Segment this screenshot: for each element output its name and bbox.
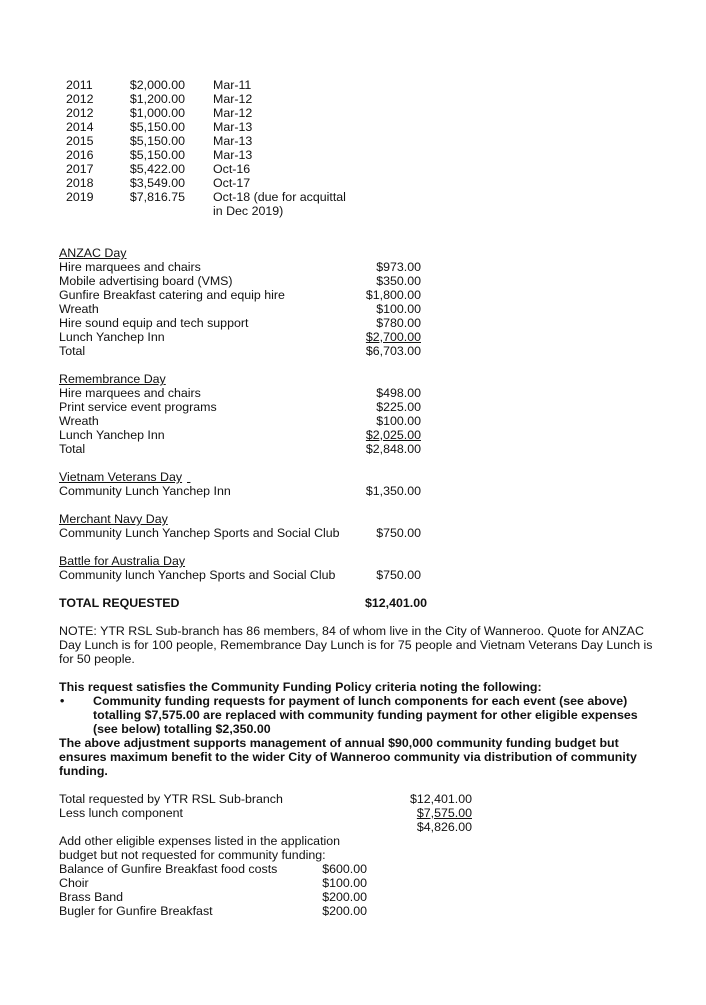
total-requested-label: TOTAL REQUESTED — [59, 596, 180, 610]
section-total-amount: $2,848.00 — [365, 442, 421, 456]
line-item-amount: $225.00 — [376, 400, 421, 414]
history-amount: $7,816.75 — [129, 190, 185, 204]
line-item-amount: $973.00 — [376, 260, 421, 274]
history-date: Mar-13 — [213, 120, 253, 134]
line-item-label: Choir — [59, 876, 89, 890]
history-amount: $5,150.00 — [129, 148, 185, 162]
history-year: 2014 — [66, 120, 94, 134]
history-year: 2016 — [66, 148, 94, 162]
section-total-label: Total — [59, 442, 86, 456]
history-row — [0, 92, 706, 106]
history-row — [0, 190, 706, 204]
history-date: Mar-13 — [213, 134, 253, 148]
line-item-label: Community Lunch Yanchep Inn — [59, 484, 231, 498]
line-item-label: Print service event programs — [59, 400, 217, 414]
line-item-label: Hire marquees and chairs — [59, 260, 201, 274]
history-amount: $5,422.00 — [129, 162, 185, 176]
policy-bullet-line: totalling $7,575.00 are replaced with community funding payment for other eligible expenses — [93, 708, 638, 722]
section-total-amount: $6,703.00 — [365, 344, 421, 358]
bullet-icon: • — [60, 694, 65, 708]
calc-amount: $7,575.00 — [416, 806, 472, 820]
history-date-continued: in Dec 2019) — [213, 204, 284, 218]
line-item-amount: $780.00 — [376, 316, 421, 330]
history-amount: $5,150.00 — [129, 134, 185, 148]
remembrance-heading: Remembrance Day — [59, 372, 166, 386]
policy-bullet-line: Community funding requests for payment of lunch components for each event (see above) — [93, 694, 628, 708]
policy-bullet-line: (see below) totalling $2,350.00 — [93, 722, 271, 736]
line-item-label: Wreath — [59, 414, 99, 428]
history-amount: $1,000.00 — [129, 106, 185, 120]
line-item-label: Community Lunch Yanchep Sports and Social Club — [59, 526, 340, 540]
line-item-label: Lunch Yanchep Inn — [59, 428, 165, 442]
history-row — [0, 106, 706, 120]
history-row — [0, 176, 706, 190]
history-year: 2011 — [66, 78, 93, 92]
history-date: Oct-18 (due for acquittal — [213, 190, 346, 204]
history-date: Mar-12 — [213, 106, 253, 120]
line-item — [0, 302, 706, 316]
note-line: NOTE: YTR RSL Sub-branch has 86 members, 84 of whom live in the City of Wanneroo. Quote for ANZAC — [59, 624, 644, 638]
section-total — [0, 344, 706, 358]
other-intro-line: Add other eligible expenses listed in the application — [59, 834, 341, 848]
line-item — [0, 400, 706, 414]
history-amount: $1,200.00 — [129, 92, 185, 106]
history-row — [0, 134, 706, 148]
history-year: 2015 — [66, 134, 94, 148]
line-item — [0, 330, 706, 344]
line-item — [0, 288, 706, 302]
line-item-amount: $200.00 — [322, 890, 367, 904]
line-item — [0, 274, 706, 288]
line-item-amount: $600.00 — [322, 862, 367, 876]
history-date: Mar-13 — [213, 148, 253, 162]
line-item-amount: $350.00 — [376, 274, 421, 288]
anzac-heading: ANZAC Day — [59, 246, 127, 260]
line-item-label: Gunfire Breakfast catering and equip hire — [59, 288, 285, 302]
line-item-amount: $100.00 — [322, 876, 367, 890]
line-item-amount: $100.00 — [376, 414, 421, 428]
history-date: Oct-17 — [213, 176, 251, 190]
line-item-label: Mobile advertising board (VMS) — [59, 274, 233, 288]
calc-row — [0, 792, 706, 806]
line-item — [0, 316, 706, 330]
policy-adjustment-line: ensures maximum benefit to the wider City of Wanneroo community via distribution of community — [59, 750, 637, 764]
battle-heading: Battle for Australia Day — [59, 554, 186, 568]
line-item — [0, 526, 706, 540]
history-amount: $2,000.00 — [129, 78, 185, 92]
line-item-amount: $200.00 — [322, 904, 367, 918]
line-item-label: Bugler for Gunfire Breakfast — [59, 904, 213, 918]
history-row — [0, 148, 706, 162]
other-intro-line: budget but not requested for community funding: — [59, 848, 326, 862]
history-date: Mar-11 — [213, 78, 252, 92]
line-item — [0, 414, 706, 428]
line-item-label: Hire sound equip and tech support — [59, 316, 249, 330]
policy-intro: This request satisfies the Community Funding Policy criteria noting the following: — [59, 680, 542, 694]
section-total — [0, 442, 706, 456]
line-item — [0, 386, 706, 400]
history-row-continued — [0, 204, 706, 218]
history-date: Mar-12 — [213, 92, 253, 106]
line-item-amount: $1,800.00 — [365, 288, 421, 302]
line-item — [0, 428, 706, 442]
calc-amount: $12,401.00 — [409, 792, 472, 806]
note-line: Day Lunch is for 100 people, Remembrance Day Lunch is for 75 people and Vietnam Veterans Day Lunch is — [59, 638, 653, 652]
line-item — [0, 568, 706, 582]
history-row — [0, 162, 706, 176]
calc-label: Less lunch component — [59, 806, 183, 820]
line-item — [0, 876, 706, 890]
line-item — [0, 484, 706, 498]
section-total-label: Total — [59, 344, 86, 358]
calc-row — [0, 820, 706, 834]
line-item-amount: $750.00 — [376, 526, 421, 540]
line-item-amount: $100.00 — [376, 302, 421, 316]
history-year: 2012 — [66, 92, 94, 106]
line-item-label: Lunch Yanchep Inn — [59, 330, 165, 344]
history-amount: $5,150.00 — [129, 120, 185, 134]
history-amount: $3,549.00 — [129, 176, 185, 190]
line-item-amount: $2,025.00 — [365, 428, 421, 442]
line-item-label: Brass Band — [59, 890, 124, 904]
line-item-amount: $2,700.00 — [365, 330, 421, 344]
history-year: 2018 — [66, 176, 94, 190]
policy-adjustment-line: funding. — [59, 764, 108, 778]
line-item-amount: $498.00 — [376, 386, 421, 400]
total-requested-amount: $12,401.00 — [364, 596, 427, 610]
calc-row — [0, 806, 706, 820]
line-item-label: Wreath — [59, 302, 99, 316]
line-item — [0, 890, 706, 904]
history-date: Oct-16 — [213, 162, 251, 176]
line-item — [0, 260, 706, 274]
history-row — [0, 120, 706, 134]
history-row — [0, 78, 706, 92]
line-item-amount: $750.00 — [376, 568, 421, 582]
line-item-label: Balance of Gunfire Breakfast food costs — [59, 862, 278, 876]
line-item-label: Community lunch Yanchep Sports and Social Club — [59, 568, 336, 582]
line-item — [0, 862, 706, 876]
policy-adjustment-line: The above adjustment supports management of annual $90,000 community funding budget but — [59, 736, 619, 750]
note-line: for 50 people. — [59, 652, 135, 666]
merchant-heading: Merchant Navy Day — [59, 512, 168, 526]
calc-net-amount: $4,826.00 — [416, 820, 472, 834]
total-requested — [0, 596, 706, 610]
heading-trailing-space — [187, 470, 191, 484]
line-item-amount: $1,350.00 — [365, 484, 421, 498]
history-year: 2012 — [66, 106, 94, 120]
line-item-label: Hire marquees and chairs — [59, 386, 201, 400]
history-year: 2019 — [66, 190, 94, 204]
calc-label: Total requested by YTR RSL Sub-branch — [59, 792, 283, 806]
vietnam-heading: Vietnam Veterans Day — [59, 470, 183, 484]
line-item — [0, 904, 706, 918]
history-year: 2017 — [66, 162, 94, 176]
